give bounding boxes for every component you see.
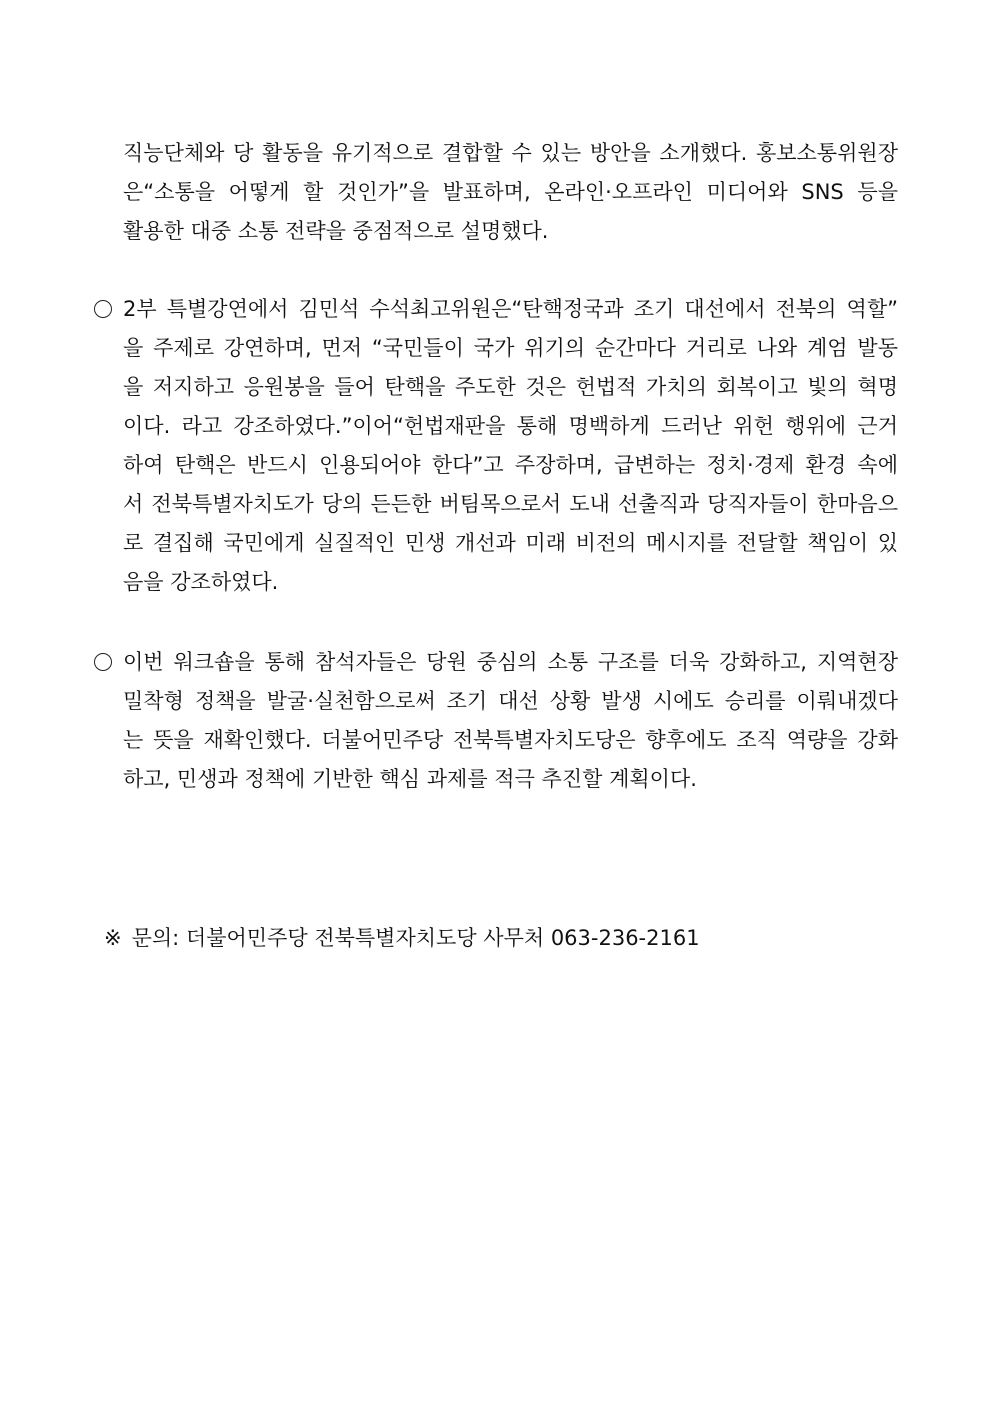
paragraph-line: 하고, 민생과 정책에 기반한 핵심 과제를 적극 추진할 계획이다.	[123, 767, 697, 791]
paragraph-line: 는 뜻을 재확인했다. 더불어민주당 전북특별자치도당은 향후에도 조직 역량을 강화	[123, 728, 898, 752]
contact-info	[104, 924, 700, 952]
paragraph-line: 은“소통을 어떻게 할 것인가”을 발표하며, 온라인·오프라인 미디어와 SNS 등을	[123, 180, 898, 204]
paragraph-line: 음을 강조하였다.	[123, 570, 279, 594]
circle-bullet-icon	[94, 300, 112, 318]
paragraph-line: 서 전북특별자치도가 당의 든든한 버팀목으로서 도내 선출직과 당직자들이 한마음으	[123, 492, 898, 516]
paragraph-line: 이다. 라고 강조하였다.”이어“헌법재판을 통해 명백하게 드러난 위헌 행위에 근거	[123, 414, 898, 438]
paragraph-line: 직능단체와 당 활동을 유기적으로 결합할 수 있는 방안을 소개했다. 홍보소통위원장	[123, 141, 898, 165]
paragraph-line: 밀착형 정책을 발굴·실천함으로써 조기 대선 상황 발생 시에도 승리를 이뤄내겠다	[123, 689, 898, 713]
paragraph-line: 을 저지하고 응원봉을 들어 탄핵을 주도한 것은 헌법적 가치의 회복이고 빛의 혁명	[123, 375, 898, 399]
paragraph-line: 2부 특별강연에서 김민석 수석최고위원은“탄핵정국과 조기 대선에서 전북의 역할”	[123, 297, 898, 321]
paragraph-line: 이번 워크숍을 통해 참석자들은 당원 중심의 소통 구조를 더욱 강화하고, 지역현장	[123, 650, 898, 674]
paragraph-line: 을 주제로 강연하며, 먼저 “국민들이 국가 위기의 순간마다 거리로 나와 계엄 발동	[123, 336, 898, 360]
circle-bullet-icon	[94, 653, 112, 671]
contact-text: 문의: 더불어민주당 전북특별자치도당 사무처 063-236-2161	[131, 926, 700, 950]
reference-mark: ※	[104, 926, 122, 950]
paragraph-line: 활용한 대중 소통 전략을 중점적으로 설명했다.	[123, 219, 549, 243]
paragraph-line: 로 결집해 국민에게 실질적인 민생 개선과 미래 비전의 메시지를 전달할 책임이 있	[123, 531, 898, 555]
paragraph-line: 하여 탄핵은 반드시 인용되어야 한다”고 주장하며, 급변하는 정치·경제 환경 속에	[123, 453, 898, 477]
